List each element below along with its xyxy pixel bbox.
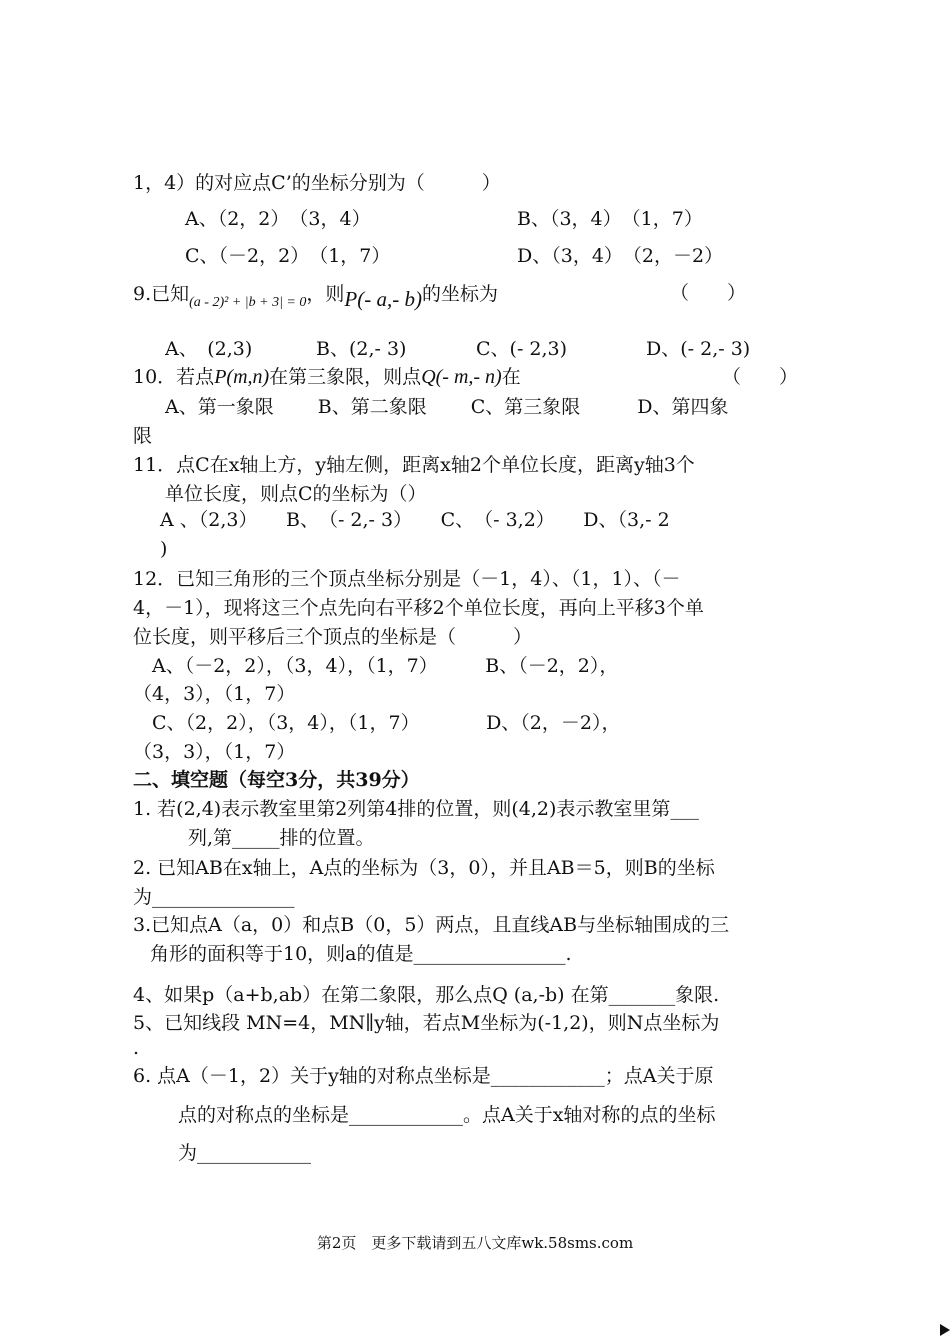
section-heading: 二、填空题（每空3分，共39分） (133, 769, 420, 791)
q9-option-d: D、(- 2,- 3) (646, 338, 751, 360)
fill-1-line-1: 1. 若(2,4)表示教室里第2列第4排的位置，则(4,2)表示教室里第___ (133, 798, 699, 820)
q12-option-ab: A、（－2，2），（3，4），（1，7） B、（－2，2）， (152, 655, 619, 677)
q10-answer-paren: （ ） (722, 366, 799, 388)
fill-3-line-1: 3.已知点A（a，0）和点B（0，5）两点，且直线AB与坐标轴围成的三 (133, 914, 730, 936)
fill-6-line-3: 为____________ (178, 1142, 312, 1164)
q9-option-a: A、 (2,3) (165, 338, 253, 360)
q10-question (133, 364, 521, 390)
q11-line-1: 11．点C在x轴上方，y轴左侧，距离x轴2个单位长度，距离y轴3个 (133, 454, 695, 476)
q9-option-b: B、(2,- 3) (316, 338, 407, 360)
q8-option-a: A、（2，2） （3，4） (185, 208, 371, 230)
fill-2-line-2: 为_______________ (133, 886, 295, 908)
q12-option-cd: C、（2，2），（3，4），（1，7） D、（2，－2）， (152, 712, 621, 734)
q12-option-d-wrap: （3，3），（1，7） (133, 741, 296, 763)
q10-point-q: Q(- m,- n) (421, 366, 502, 388)
fill-5-line-2: . (133, 1037, 140, 1059)
q10-options: A、第一象限 B、第二象限 C、第三象限 D、第四象 (165, 396, 729, 418)
q11-options-wrap: ) (160, 538, 168, 560)
q10-options-wrap: 限 (133, 425, 153, 447)
q12-option-b-wrap: （4，3），（1，7） (133, 683, 296, 705)
q9-mid: ，则 (306, 283, 345, 305)
q9-formula: (a - 2)² + |b + 3| = 0 (189, 295, 307, 310)
fill-2-line-1: 2. 已知AB在x轴上，A点的坐标为（3，0），并且AB＝5，则B的坐标 (133, 857, 715, 879)
fill-3-line-2: 角形的面积等于10，则a的值是________________. (150, 943, 572, 965)
q8-option-d: D、（3，4） （2，－2） (517, 245, 724, 267)
q10-mid: 在第三象限，则点 (269, 366, 422, 388)
fill-1-line-2: 列,第_____排的位置。 (188, 827, 375, 849)
q9-option-c: C、(- 2,3) (476, 338, 568, 360)
q9-post: 的坐标为 (421, 283, 498, 305)
q10-pre: 10．若点 (133, 366, 215, 388)
fill-5-line-1: 5、已知线段 MN=4，MN∥y轴，若点M坐标为(-1,2)，则N点坐标为 (133, 1012, 720, 1034)
page-footer: 第2页 更多下载请到五八文库wk.58sms.com (316, 1234, 634, 1252)
q11-options: A 、（2,3） B、 （- 2,- 3） C、 （- 3,2） D、（3,- 2 (160, 509, 670, 531)
q10-point-p: P(m,n) (214, 366, 270, 388)
fill-4: 4、如果p（a+b,ab）在第二象限，那么点Q (a,-b) 在第_______象限. (133, 984, 720, 1006)
q11-line-2: 单位长度，则点C的坐标为（） (165, 483, 427, 505)
q9-answer-paren: （ ） (670, 282, 747, 304)
q12-line-1: 12．已知三角形的三个顶点坐标分别是（－1，4）、（1，1）、（－ (133, 568, 681, 590)
q10-post: 在 (501, 366, 521, 388)
q8-option-b: B、（3，4） （1，7） (517, 208, 703, 230)
fill-6-line-1: 6. 点A（－1，2）关于y轴的对称点坐标是____________；点A关于原 (133, 1065, 714, 1087)
q8-option-c: C、（－2，2） （1，7） (185, 245, 391, 267)
q8-tail-text: 1，4）的对应点C’的坐标分别为（ ） (133, 172, 501, 194)
q9-pre: 9.已知 (133, 283, 190, 305)
q12-line-3: 位长度，则平移后三个顶点的坐标是（ ） (133, 626, 533, 648)
q9-point: P(- a,- b) (344, 287, 422, 311)
page-corner-arrow-icon (940, 1324, 950, 1336)
fill-6-line-2: 点的对称点的坐标是____________。点A关于x轴对称的点的坐标 (178, 1104, 716, 1126)
q12-line-2: 4，－1），现将这三个点先向右平移2个单位长度，再向上平移3个单 (133, 597, 704, 619)
q9-question (133, 280, 498, 310)
